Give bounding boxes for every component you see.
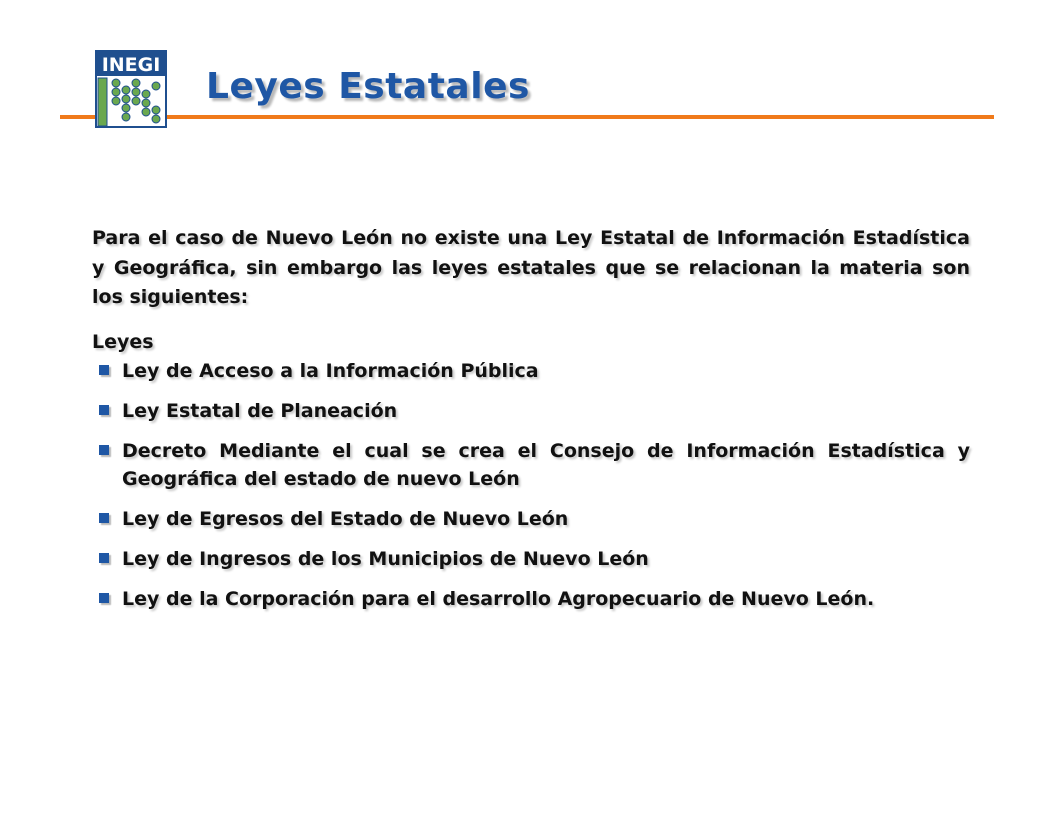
list-item (92, 585, 970, 613)
main-content (92, 224, 970, 613)
square-bullet-icon (99, 365, 109, 375)
intro-paragraph (92, 224, 970, 313)
list-item (92, 545, 970, 573)
list-item (92, 397, 970, 425)
square-bullet-icon (99, 405, 109, 415)
intro-law-name: Ley Estatal de Información Estadística y Geográfica (92, 227, 970, 279)
law-label: Ley de la Corporación para el desarrollo Agropecuario de Nuevo León. (122, 587, 875, 610)
inegi-logo (95, 50, 167, 128)
logo-text: INEGI (101, 54, 161, 76)
list-item (92, 357, 970, 385)
law-label: Ley de Egresos del Estado de Nuevo León (122, 507, 569, 530)
law-label: Ley de Ingresos de los Municipios de Nuevo León (122, 547, 649, 570)
square-bullet-icon (99, 513, 109, 523)
law-label: Decreto Mediante el cual se crea el Consejo de Información Estadística y Geográfica del estado de nuevo León (122, 439, 970, 490)
header-divider (60, 115, 994, 119)
law-label: Ley de Acceso a la Información Pública (122, 359, 539, 382)
square-bullet-icon (99, 445, 109, 455)
square-bullet-icon (99, 553, 109, 563)
intro-text-end: , sin embargo las leyes estatales que se relacionan la materia son los siguientes: (92, 256, 970, 308)
square-bullet-icon (99, 593, 109, 603)
list-item (92, 505, 970, 533)
page-title: Leyes Estatales (206, 66, 530, 107)
intro-text-start: Para el caso de Nuevo León no existe una (92, 227, 556, 249)
leyes-heading: Leyes (92, 330, 154, 353)
laws-list (92, 357, 970, 613)
law-label: Ley Estatal de Planeación (122, 399, 398, 422)
list-item (92, 437, 970, 493)
